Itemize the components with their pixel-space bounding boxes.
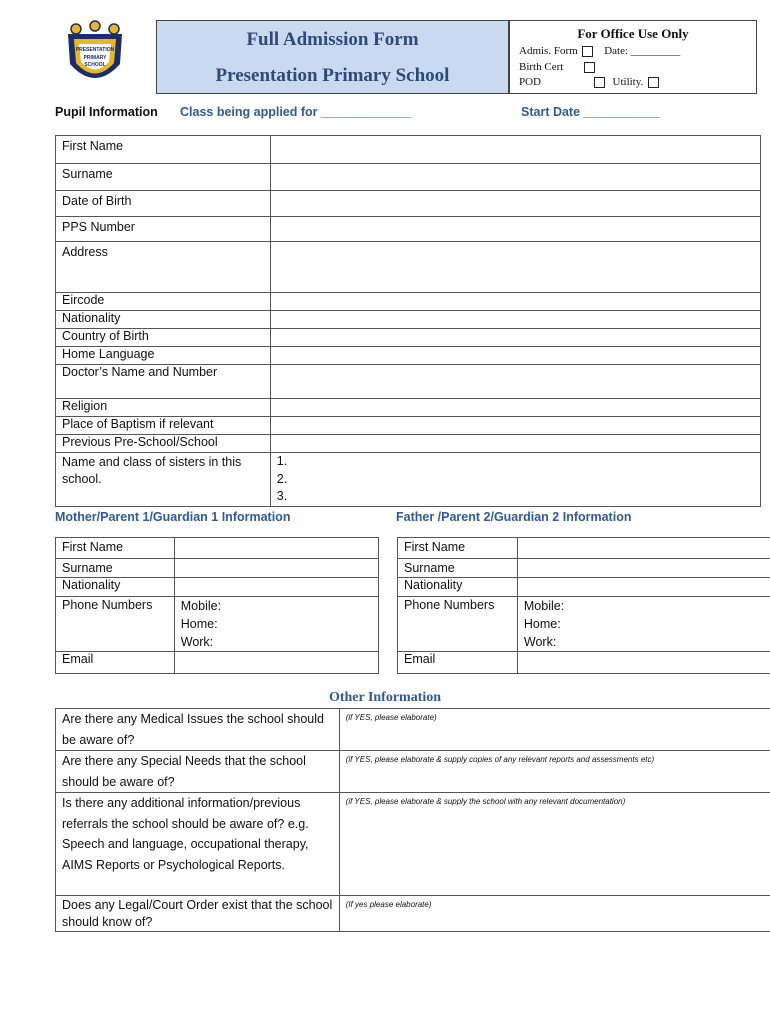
pps-input[interactable] (270, 217, 760, 242)
p2-first-name-input[interactable] (517, 538, 770, 559)
first-name-input[interactable] (270, 136, 760, 164)
pupil-table (55, 135, 761, 507)
phone-label: Mobile: (180, 599, 222, 613)
field-label: First Name (56, 136, 271, 164)
phone-label: Mobile: (523, 599, 565, 613)
office-use-box (509, 20, 757, 94)
field-label: Surname (398, 559, 518, 578)
legal-order-answer-input[interactable] (339, 896, 770, 932)
question-cell: Are there any Special Needs that the school should be aware of? (56, 751, 340, 793)
office-utility-label: Utility. (612, 76, 644, 88)
office-date-label: Date: _________ (604, 45, 681, 57)
table-row (56, 597, 379, 652)
field-label: Name and class of sisters in this school. (56, 453, 271, 507)
instruction-note: (If yes please elaborate) (345, 900, 432, 909)
birth-cert-checkbox[interactable] (584, 62, 595, 73)
field-label: Address (56, 242, 271, 293)
pod-checkbox[interactable] (594, 77, 605, 88)
start-date-field[interactable]: Start Date ___________ (521, 105, 660, 119)
other-info-table (55, 708, 770, 932)
dob-input[interactable] (270, 191, 760, 217)
parent1-table (55, 537, 379, 674)
table-row (56, 559, 379, 578)
religion-input[interactable] (270, 399, 760, 417)
sister-number: 2. (276, 471, 288, 486)
table-row (56, 164, 761, 191)
admis-form-checkbox[interactable] (582, 46, 593, 57)
medical-answer-input[interactable] (339, 709, 770, 751)
phone-label: Home: (523, 617, 561, 631)
table-row (398, 538, 770, 559)
table-row (56, 709, 770, 751)
table-row (56, 311, 761, 329)
field-label: Email (56, 652, 175, 674)
instruction-note: (if YES, please elaborate) (345, 713, 437, 722)
phone-label: Home: (180, 617, 218, 631)
table-row (398, 597, 770, 652)
question-cell: Are there any Medical Issues the school should be aware of? (56, 709, 340, 751)
field-label: PPS Number (56, 217, 271, 242)
field-label: Country of Birth (56, 329, 271, 347)
field-label: First Name (56, 538, 175, 559)
doctor-input[interactable] (270, 365, 760, 399)
parent2-title: Father /Parent 2/Guardian 2 Information (396, 510, 632, 524)
office-admis-form-label: Admis. Form (519, 45, 578, 57)
p2-nationality-input[interactable] (517, 578, 770, 597)
table-row (56, 347, 761, 365)
instruction-note: (if YES, please elaborate & supply the school with any relevant documentation) (345, 797, 626, 806)
field-label: First Name (398, 538, 518, 559)
home-language-input[interactable] (270, 347, 760, 365)
surname-input[interactable] (270, 164, 760, 191)
field-label: Home Language (56, 347, 271, 365)
table-row (398, 578, 770, 597)
table-row (56, 793, 770, 896)
pupil-info-heading: Pupil Information (55, 105, 158, 119)
p1-email-input[interactable] (174, 652, 378, 674)
question-cell: Does any Legal/Court Order exist that the school should know of? (56, 896, 340, 932)
utility-checkbox[interactable] (648, 77, 659, 88)
table-row (56, 329, 761, 347)
table-row (56, 538, 379, 559)
svg-text:PRIMARY: PRIMARY (83, 55, 107, 61)
field-label: Email (398, 652, 518, 674)
school-name: Presentation Primary School (215, 65, 450, 86)
field-label: Date of Birth (56, 191, 271, 217)
sister-number: 1. (276, 454, 288, 468)
title-box (156, 20, 509, 94)
field-label: Phone Numbers (398, 597, 518, 652)
previous-school-input[interactable] (270, 435, 760, 453)
svg-text:SCHOOL: SCHOOL (84, 62, 106, 68)
field-label: Nationality (56, 578, 175, 597)
field-label: Nationality (56, 311, 271, 329)
class-applied-field[interactable]: Class being applied for _____________ (180, 105, 412, 119)
p1-first-name-input[interactable] (174, 538, 378, 559)
table-row (56, 417, 761, 435)
p1-nationality-input[interactable] (174, 578, 378, 597)
field-label: Eircode (56, 293, 271, 311)
field-label: Phone Numbers (56, 597, 175, 652)
office-birth-cert-label: Birth Cert (519, 61, 564, 73)
svg-text:PRESENTATION: PRESENTATION (75, 47, 115, 53)
table-row (56, 242, 761, 293)
sister-number: 3. (276, 489, 288, 503)
other-info-title: Other Information (328, 690, 442, 705)
nationality-input[interactable] (270, 311, 760, 329)
parent1-title: Mother/Parent 1/Guardian 1 Information (55, 510, 291, 524)
table-row (398, 652, 770, 674)
table-row (56, 751, 770, 793)
sisters-input[interactable] (270, 453, 760, 507)
country-of-birth-input[interactable] (270, 329, 760, 347)
office-pod-label: POD (519, 76, 542, 88)
field-label: Doctor’s Name and Number (56, 365, 271, 399)
baptism-input[interactable] (270, 417, 760, 435)
table-row (56, 435, 761, 453)
additional-info-answer-input[interactable] (339, 793, 770, 896)
table-row (56, 578, 379, 597)
field-label: Nationality (398, 578, 518, 597)
field-label: Surname (56, 164, 271, 191)
p2-email-input[interactable] (517, 652, 770, 674)
p2-phones-input[interactable] (517, 597, 770, 652)
field-label: Surname (56, 559, 175, 578)
table-row (56, 365, 761, 399)
phone-label: Work: (523, 635, 557, 649)
field-label: Religion (56, 399, 271, 417)
phone-label: Work: (180, 635, 214, 649)
eircode-input[interactable] (270, 293, 760, 311)
table-row (56, 136, 761, 164)
form-title: Full Admission Form (246, 29, 419, 50)
office-heading: For Office Use Only (577, 26, 689, 41)
table-row (56, 399, 761, 417)
table-row (56, 191, 761, 217)
p1-phones-input[interactable] (174, 597, 378, 652)
question-cell: Is there any additional information/previous referrals the school should be aware of? e.g. Speech and language, occupational therapy, AIMS Reports or Psychological Reports. (56, 793, 340, 896)
p2-surname-input[interactable] (517, 559, 770, 578)
table-row (56, 217, 761, 242)
table-row (398, 559, 770, 578)
special-needs-answer-input[interactable] (339, 751, 770, 793)
table-row (56, 896, 770, 932)
table-row (56, 652, 379, 674)
field-label: Previous Pre-School/School (56, 435, 271, 453)
table-row (56, 453, 761, 507)
school-crest-logo (62, 20, 128, 92)
address-input[interactable] (270, 242, 760, 293)
table-row (56, 293, 761, 311)
field-label: Place of Baptism if relevant (56, 417, 271, 435)
instruction-note: (if YES, please elaborate & supply copies of any relevant reports and assessments etc) (345, 755, 655, 764)
p1-surname-input[interactable] (174, 559, 378, 578)
parent2-table (397, 537, 770, 674)
